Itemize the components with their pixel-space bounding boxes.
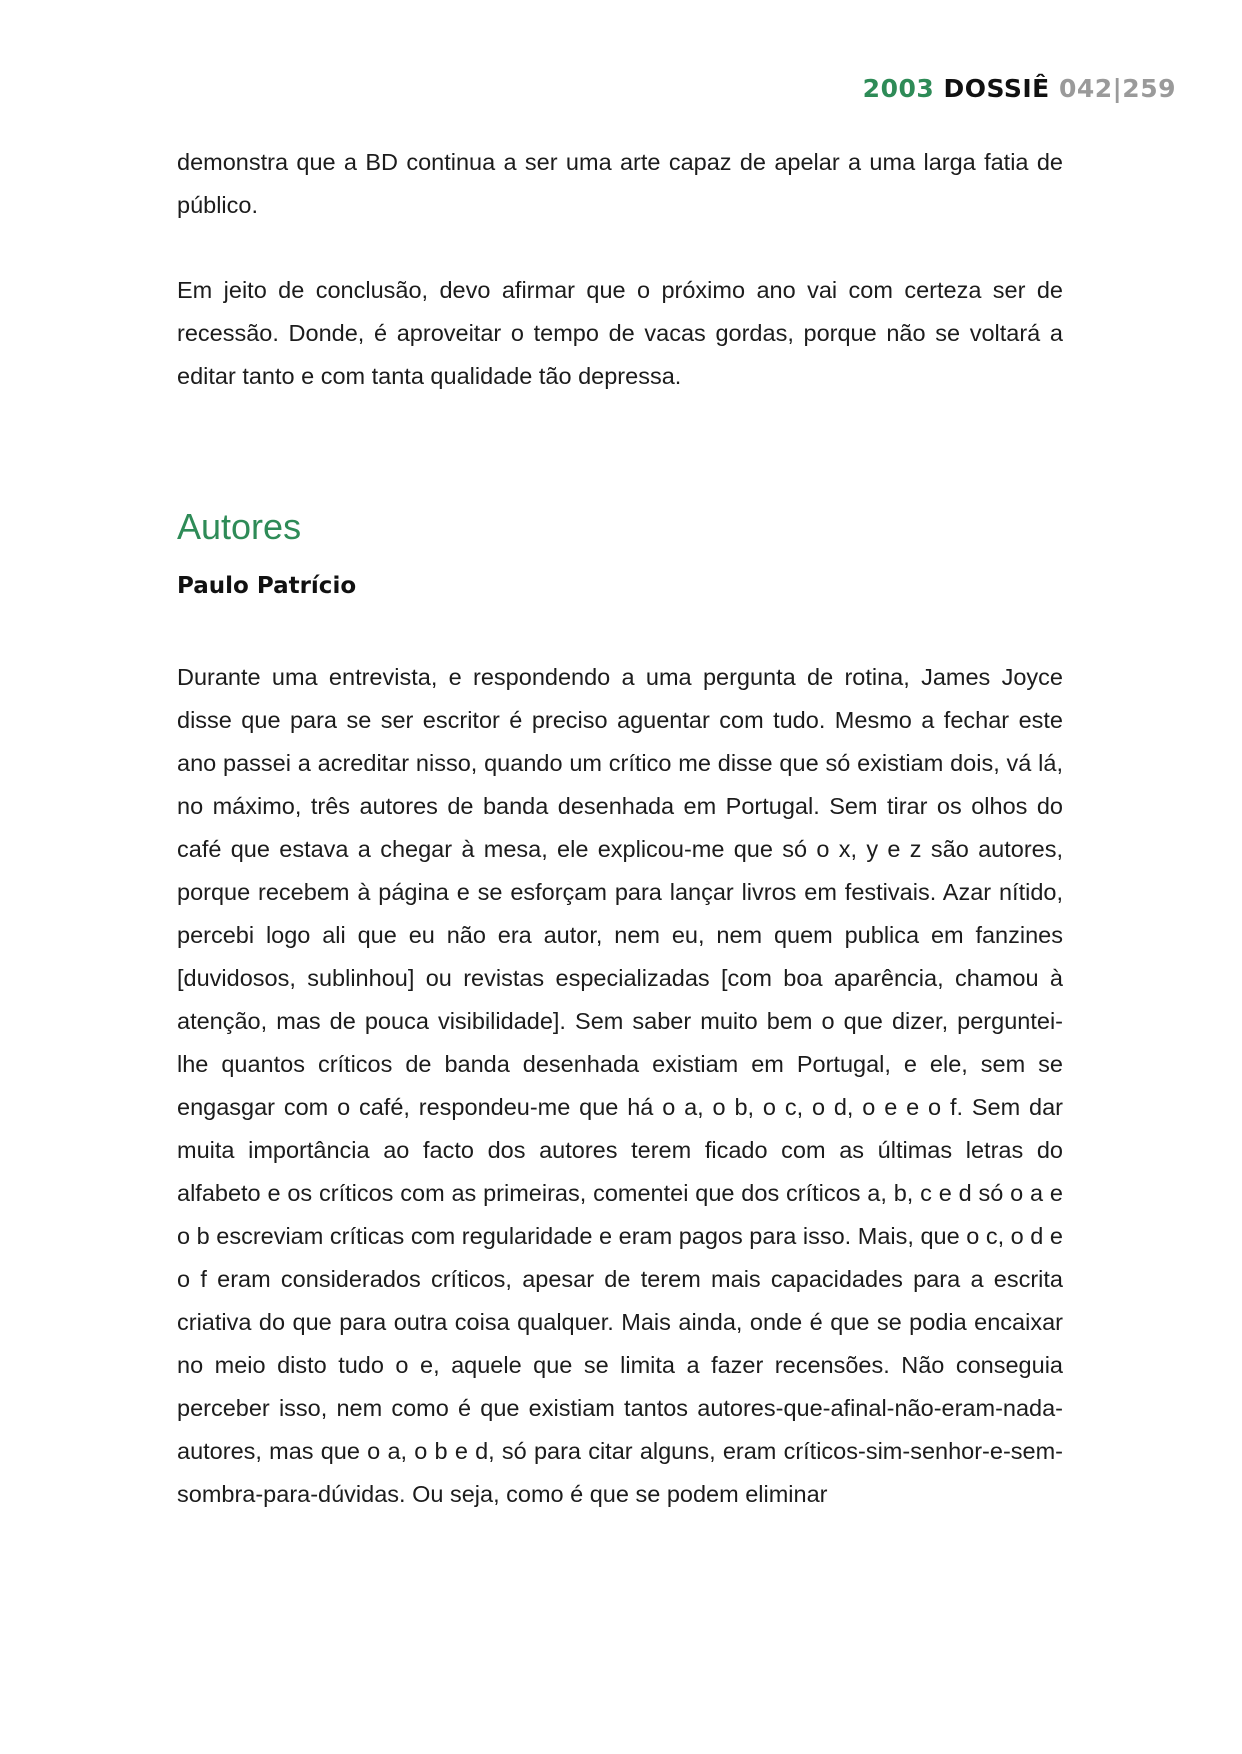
- intro-paragraph-2: Em jeito de conclusão, devo afirmar que o próximo ano vai com certeza ser de recessão. Donde, é aproveitar o tempo de vacas gordas, porque não se voltará a editar tanto e com tanta qualidade tão depressa.: [177, 277, 1063, 389]
- body-paragraph: Durante uma entrevista, e respondendo a uma pergunta de rotina, James Joyce disse que para se ser escritor é preciso aguentar com tudo. Mesmo a fechar este ano passei a acreditar nisso, quando um crítico me disse que só existiam dois, vá lá, no máximo, três autores de banda desenhada em Portugal. Sem tirar os olhos do café que estava a chegar à mesa, ele explicou-me que só o x, y e z são autores, porque recebem à página e se esforçam para lançar livros em festivais. Azar nítido, percebi logo ali que eu não era autor, nem eu, nem quem publica em fanzines [duvidosos, sublinhou] ou revistas especializadas [com boa aparência, chamou à atenção, mas de pouca visibilidade]. Sem saber muito bem o que dizer, perguntei-lhe quantos críticos de banda desenhada existiam em Portugal, e ele, sem se engasgar com o café, respondeu-me que há o a, o b, o c, o d, o e e o f. Sem dar muita importância ao facto dos autores terem ficado com as últimas letras do alfabeto e os críticos com as primeiras, comentei que dos críticos a, b, c e d só o a e o b escreviam críticas com regularidade e eram pagos para isso. Mais, que o c, o d e o f eram considerados críticos, apesar de terem mais capacidades para a escrita criativa do que para outra coisa qualquer. Mais ainda, onde é que se podia encaixar no meio disto tudo o e, aquele que se limita a fazer recensões. Não conseguia perceber isso, nem como é que existiam tantos autores-que-afinal-não-eram-nada-autores, mas que o a, o b e d, só para citar alguns, eram críticos-sim-senhor-e-sem-sombra-para-dúvidas. Ou seja, como é que se podem eliminar: [177, 664, 1063, 1507]
- header-title: DOSSIÊ: [943, 74, 1050, 103]
- author-name: Paulo Patrício: [177, 573, 357, 599]
- page-header: [863, 74, 1176, 103]
- header-page-number: 042|259: [1058, 74, 1176, 103]
- header-year: 2003: [862, 74, 935, 103]
- section-title: Autores: [177, 506, 302, 547]
- intro-paragraph-1: demonstra que a BD continua a ser uma arte capaz de apelar a uma larga fatia de público.: [177, 149, 1063, 218]
- page-content: [177, 141, 1063, 1516]
